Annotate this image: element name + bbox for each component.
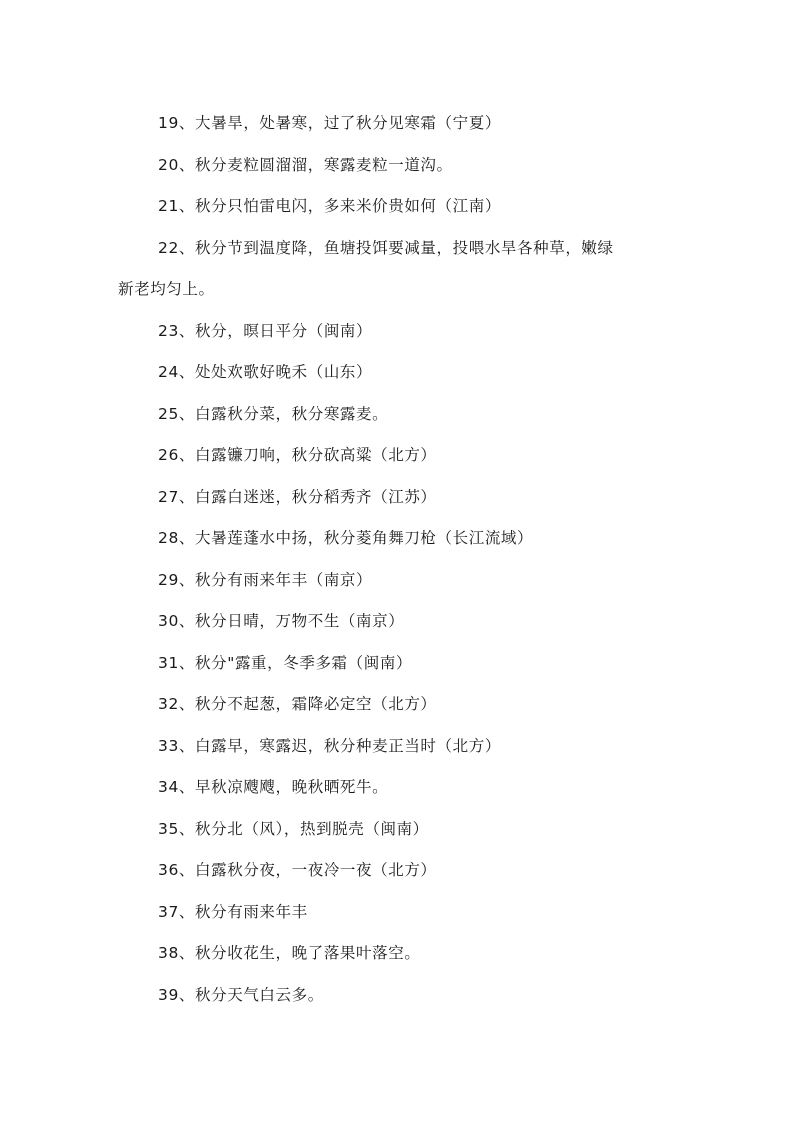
list-item: 25、白露秋分菜，秋分寒露麦。 [158, 404, 389, 423]
list-item: 23、秋分，暝日平分（闽南） [158, 321, 373, 340]
list-item: 31、秋分"露重，冬季多霜（闽南） [158, 653, 413, 672]
list-item: 37、秋分有雨来年丰 [158, 902, 308, 921]
list-item: 29、秋分有雨来年丰（南京） [158, 570, 373, 589]
list-item: 20、秋分麦粒圆溜溜，寒露麦粒一道沟。 [158, 155, 453, 174]
list-item-continuation: 新老均匀上。 [118, 280, 215, 298]
list-item: 28、大暑莲蓬水中扬，秋分菱角舞刀枪（长江流域） [158, 529, 534, 547]
list-item: 30、秋分日晴，万物不生（南京） [158, 612, 405, 630]
list-item: 35、秋分北（风），热到脱壳（闽南） [158, 819, 429, 838]
list-item: 32、秋分不起葱，霜降必定空（北方） [158, 695, 437, 713]
list-item: 22、秋分节到温度降，鱼塘投饵要减量，投喂水旱各种草，嫩绿 [158, 238, 614, 257]
proverb-list [118, 103, 678, 1016]
list-item: 24、处处欢歌好晚禾（山东） [158, 363, 373, 381]
list-item: 33、白露早，寒露迟，秋分种麦正当时（北方） [158, 736, 501, 755]
list-item: 26、白露镰刀响，秋分砍高粱（北方） [158, 446, 437, 464]
list-item: 36、白露秋分夜，一夜冷一夜（北方） [158, 861, 437, 879]
list-item: 27、白露白迷迷，秋分稻秀齐（江苏） [158, 487, 437, 506]
list-item: 21、秋分只怕雷电闪，多来米价贵如何（江南） [158, 197, 501, 215]
list-item: 34、早秋凉飕飕，晚秋晒死牛。 [158, 778, 389, 796]
list-item: 38、秋分收花生，晚了落果叶落空。 [158, 944, 421, 962]
list-item: 19、大暑旱，处暑寒，过了秋分见寒霜（宁夏） [158, 114, 501, 132]
list-item: 39、秋分天气白云多。 [158, 985, 324, 1004]
